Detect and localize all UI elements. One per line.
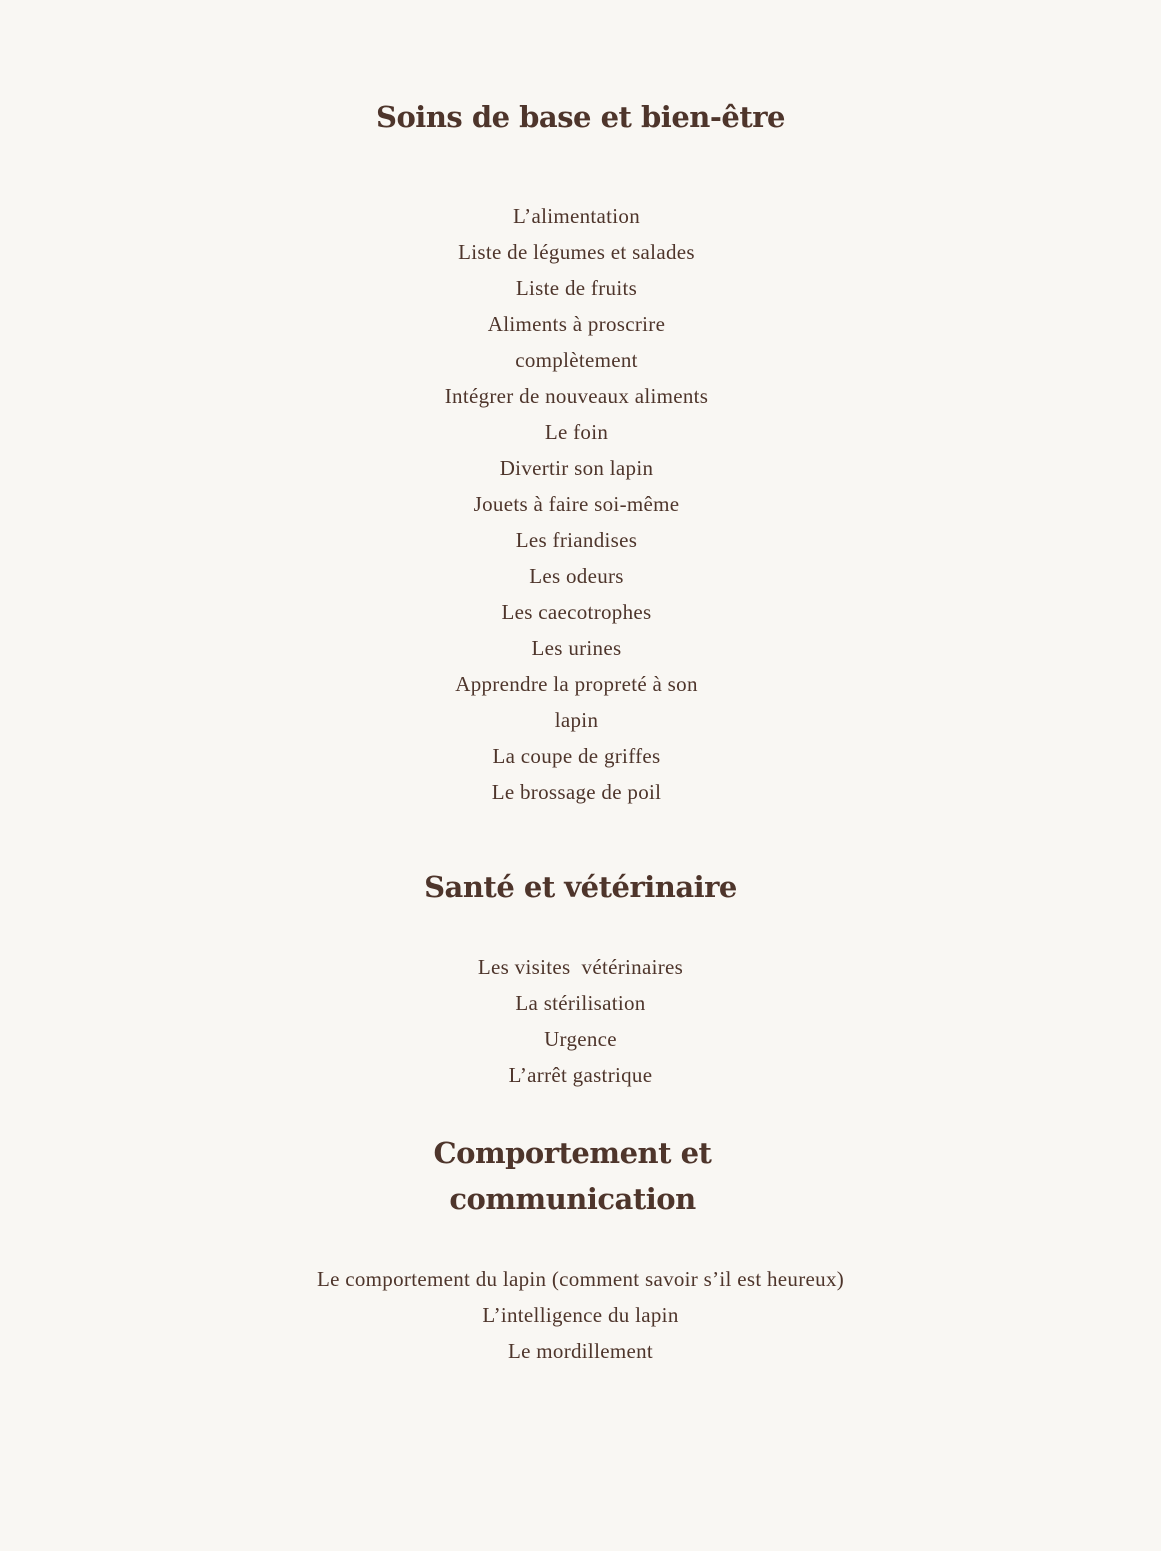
link-mordillement[interactable]: Le mordillement: [507, 1339, 654, 1363]
list-item: [0, 1297, 1161, 1333]
link-brossage[interactable]: Le brossage de poil: [491, 780, 662, 804]
link-griffes[interactable]: La coupe de griffes: [492, 744, 661, 768]
link-alimentation[interactable]: L’alimentation: [512, 204, 641, 228]
link-odeurs[interactable]: Les odeurs: [529, 564, 624, 588]
link-aliments-proscrire[interactable]: Aliments à proscrire complètement: [487, 312, 666, 372]
link-foin[interactable]: Le foin: [544, 420, 609, 444]
link-legumes-salades[interactable]: Liste de légumes et salades: [458, 240, 695, 264]
list-item: [0, 486, 1157, 522]
link-comportement-lapin[interactable]: Le comportement du lapin (comment savoir s’il est heureux): [316, 1267, 845, 1291]
link-arret-gastrique[interactable]: L’arrêt gastrique: [508, 1063, 653, 1087]
section-title-comportement-text: Comportement et communication: [433, 1136, 712, 1216]
comportement-link-list: [0, 1261, 1161, 1369]
link-urines[interactable]: Les urines: [531, 636, 622, 660]
link-intelligence-lapin[interactable]: L’intelligence du lapin: [482, 1303, 679, 1327]
section-title-sante: Santé et vétérinaire: [424, 870, 737, 904]
list-item: [0, 414, 1157, 450]
list-item: [0, 985, 1161, 1021]
section-title-soins: Soins de base et bien-être: [376, 100, 785, 134]
list-item: [0, 558, 1157, 594]
link-sterilisation[interactable]: La stérilisation: [515, 991, 646, 1015]
list-item: [0, 234, 1157, 270]
list-item: [0, 949, 1161, 985]
list-item: [0, 594, 1157, 630]
list-item: [0, 522, 1157, 558]
link-proprete[interactable]: Apprendre la propreté à son lapin: [455, 672, 698, 732]
list-item: [0, 630, 1157, 666]
sante-link-list: [0, 949, 1161, 1093]
section-title-comportement: [0, 1130, 1153, 1222]
list-item: [0, 774, 1157, 810]
list-item: [0, 270, 1157, 306]
link-visites-veterinaires[interactable]: Les visites vétérinaires: [477, 955, 684, 979]
list-item: [0, 738, 1157, 774]
link-caecotrophes[interactable]: Les caecotrophes: [501, 600, 652, 624]
list-item: [0, 306, 1157, 378]
list-item: [0, 1333, 1161, 1369]
link-friandises[interactable]: Les friandises: [515, 528, 638, 552]
list-item: [0, 666, 1157, 738]
list-item: [0, 1021, 1161, 1057]
link-divertir[interactable]: Divertir son lapin: [499, 456, 654, 480]
soins-link-list: [0, 198, 1157, 810]
list-item: [0, 378, 1157, 414]
list-item: [0, 1261, 1161, 1297]
link-urgence[interactable]: Urgence: [544, 1027, 617, 1051]
link-fruits[interactable]: Liste de fruits: [515, 276, 638, 300]
list-item: [0, 198, 1157, 234]
list-item: [0, 1057, 1161, 1093]
link-jouets[interactable]: Jouets à faire soi-même: [473, 492, 680, 516]
link-nouveaux-aliments[interactable]: Intégrer de nouveaux aliments: [444, 384, 709, 408]
list-item: [0, 450, 1157, 486]
